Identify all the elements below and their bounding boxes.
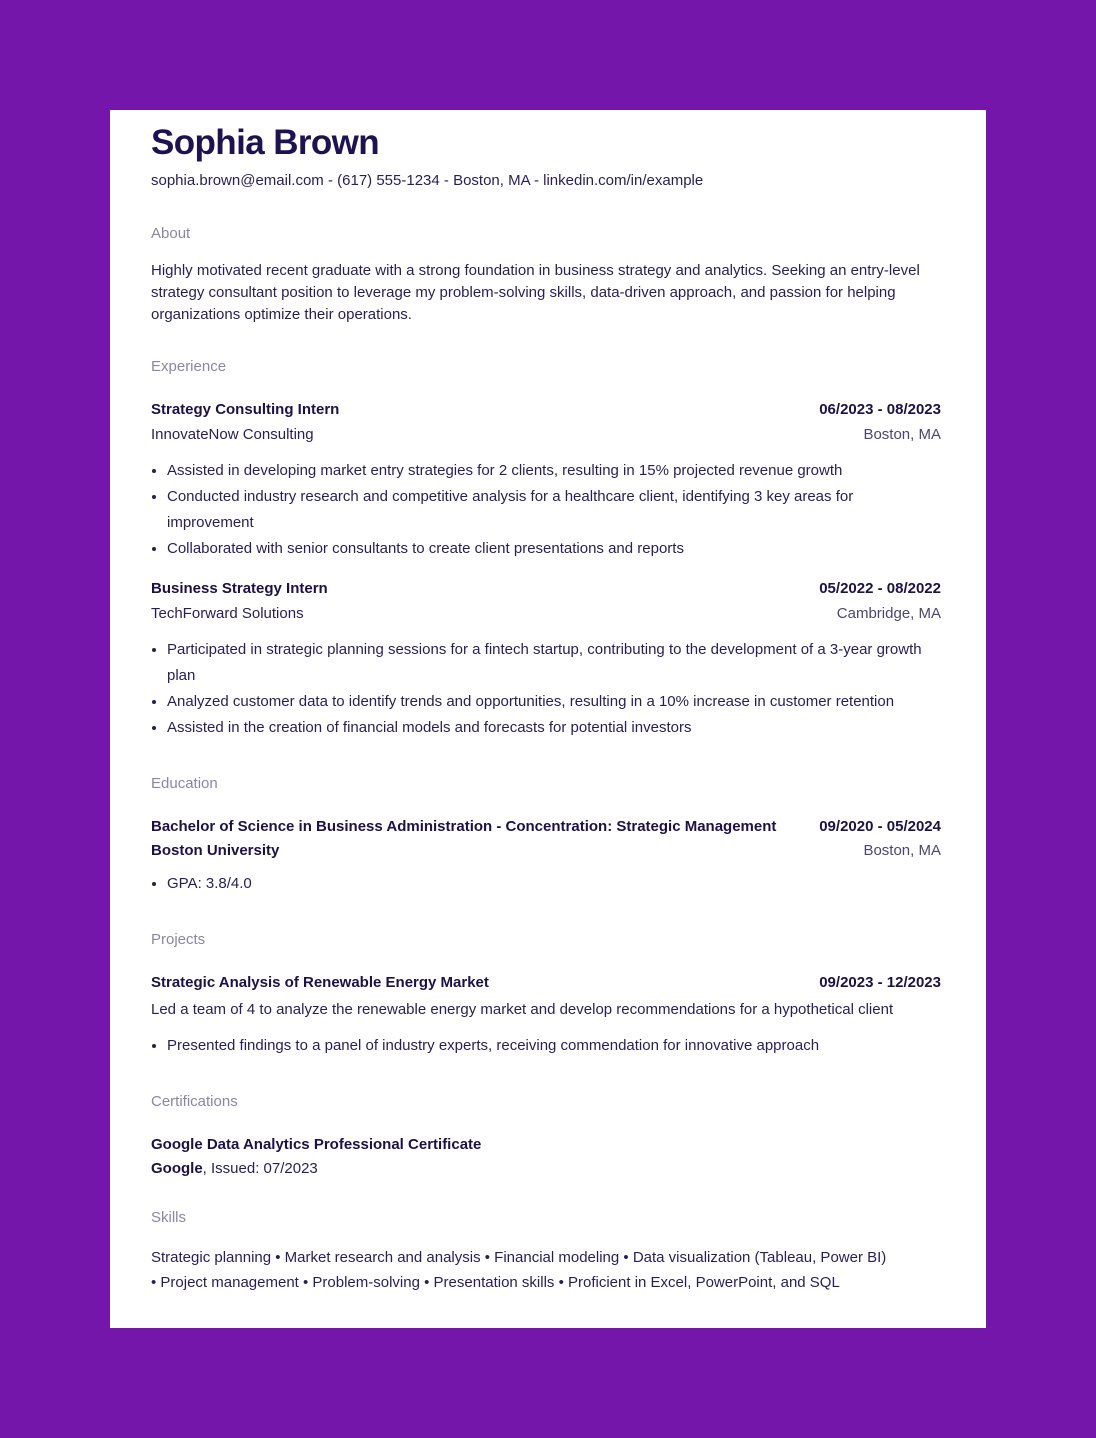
- project-name: Strategic Analysis of Renewable Energy Market: [151, 974, 489, 991]
- contact-separator: -: [439, 172, 454, 189]
- education-school: Boston University: [151, 842, 280, 859]
- experience-entry: [151, 400, 941, 562]
- certification-details: [151, 1159, 941, 1179]
- contact-email[interactable]: sophia.brown@email.com: [151, 172, 324, 189]
- section-title-projects: Projects: [151, 931, 206, 948]
- list-item: • GPA: 3.8/4.0: [167, 871, 941, 897]
- job-location: Boston, MA: [863, 426, 941, 443]
- skills-list: [151, 1245, 941, 1295]
- section-title-skills: Skills: [151, 1209, 187, 1226]
- resume-page: [110, 110, 986, 1328]
- section-title-about: About: [151, 225, 191, 242]
- job-dates: 05/2022 - 08/2022: [819, 580, 941, 597]
- education-location: Boston, MA: [863, 842, 941, 859]
- job-bullets: [151, 458, 941, 562]
- contact-line: [151, 171, 941, 191]
- skills-line: • Project management • Problem-solving • Presentation skills • Proficient in Excel, PowerPoint, and SQL: [151, 1274, 840, 1291]
- education-dates: 09/2020 - 05/2024: [819, 818, 941, 835]
- job-role: Strategy Consulting Intern: [151, 401, 340, 418]
- contact-separator: -: [529, 172, 544, 189]
- job-bullets: [151, 637, 941, 741]
- project-description: Led a team of 4 to analyze the renewable energy market and develop recommendations for a hypothetical client: [151, 1001, 894, 1018]
- project-dates: 09/2023 - 12/2023: [819, 974, 941, 991]
- education-degree: Bachelor of Science in Business Administration - Concentration: Strategic Management: [151, 818, 777, 835]
- contact-linkedin[interactable]: linkedin.com/in/example: [543, 172, 704, 189]
- section-title-education: Education: [151, 775, 218, 792]
- list-item: • Conducted industry research and competitive analysis for a healthcare client, identifying 3 key areas for improvement: [167, 484, 941, 536]
- contact-separator: -: [323, 172, 338, 189]
- contact-phone: (617) 555-1234: [337, 172, 440, 189]
- job-company: TechForward Solutions: [151, 605, 304, 622]
- skills-line: Strategic planning • Market research and analysis • Financial modeling • Data visualization (Tableau, Power BI): [151, 1249, 887, 1266]
- contact-location: Boston, MA: [453, 172, 530, 189]
- certification-issuer: Google: [151, 1160, 203, 1177]
- education-bullets: [151, 871, 941, 897]
- project-bullets: [151, 1033, 941, 1059]
- certification-issued: , Issued: 07/2023: [202, 1160, 318, 1177]
- list-item: • Assisted in the creation of financial models and forecasts for potential investors: [167, 715, 941, 741]
- job-company: InnovateNow Consulting: [151, 426, 314, 443]
- job-dates: 06/2023 - 08/2023: [819, 401, 941, 418]
- list-item: • Assisted in developing market entry strategies for 2 clients, resulting in 15% projected revenue growth: [167, 458, 941, 484]
- about-text: Highly motivated recent graduate with a strong foundation in business strategy and analytics. Seeking an entry-level strategy consultant position to leverage my problem-solving skills, data-driven approach, and passion for helping organizations optimize their operations.: [151, 262, 920, 323]
- list-item: • Collaborated with senior consultants to create client presentations and reports: [167, 536, 941, 562]
- section-title-experience: Experience: [151, 358, 227, 375]
- list-item: • Presented findings to a panel of industry experts, receiving commendation for innovative approach: [167, 1033, 941, 1059]
- list-item: • Participated in strategic planning sessions for a fintech startup, contributing to the development of a 3-year growth plan: [167, 637, 941, 689]
- certification-name: Google Data Analytics Professional Certificate: [151, 1136, 482, 1153]
- experience-entry: [151, 579, 941, 741]
- candidate-name: Sophia Brown: [151, 123, 380, 162]
- job-role: Business Strategy Intern: [151, 580, 328, 597]
- list-item: • Analyzed customer data to identify trends and opportunities, resulting in a 10% increase in customer retention: [167, 689, 941, 715]
- job-location: Cambridge, MA: [836, 605, 941, 622]
- section-title-certifications: Certifications: [151, 1093, 238, 1110]
